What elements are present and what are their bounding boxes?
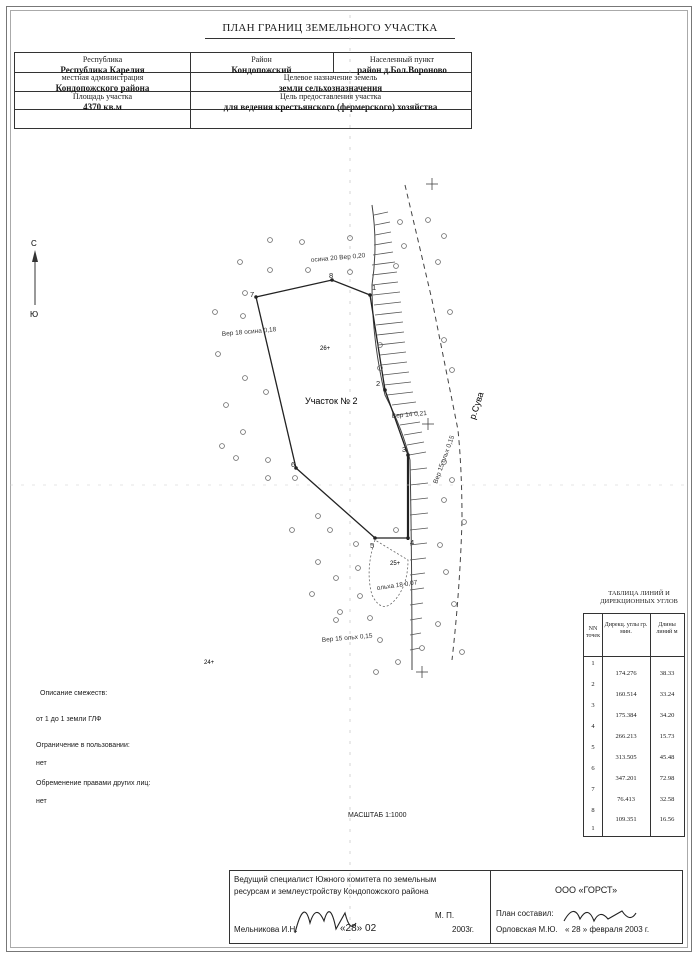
parcel-boundary — [256, 280, 408, 538]
length-cell: 33.24 — [659, 691, 675, 698]
tree-symbols — [213, 218, 467, 675]
point-number-cell: 7 — [591, 786, 595, 793]
river-bank-east — [405, 185, 462, 660]
point-number-cell: 3 — [591, 702, 595, 709]
republic-label: Республика — [82, 55, 123, 64]
admin-label: местная администрация — [61, 73, 144, 82]
column-header: Длины линий м — [656, 622, 678, 635]
angle-cell: 174.276 — [615, 670, 637, 677]
restriction-value: нет — [36, 760, 47, 767]
lines-table — [583, 613, 685, 837]
south-label: Ю — [30, 310, 39, 319]
area-label: Площадь участка — [72, 92, 133, 101]
stamp-label: М. П. — [435, 911, 455, 920]
point-number: 3 — [402, 445, 407, 454]
north-label: С — [31, 239, 37, 248]
north-arrow-icon — [32, 250, 38, 305]
purpose-value: земли сельхозназначения — [278, 83, 383, 93]
encumbrance-value: нет — [36, 798, 47, 805]
angle-cell: 160.514 — [615, 691, 637, 698]
river-bank-west — [372, 205, 415, 670]
vegetation-note: Вер 15 ольх 0,15 — [321, 632, 373, 644]
republic-value: Республика Карелия — [60, 65, 145, 75]
vegetation-note: ольха 18 0,07 — [376, 579, 418, 592]
specialist-title-2: ресурсам и землеустройству Кондопожского района — [234, 887, 429, 896]
specialist-title: Ведущий специалист Южного комитета по земельным — [234, 875, 437, 884]
point-number: 7 — [250, 290, 255, 299]
point-number-cell: 5 — [591, 744, 595, 751]
use-value: для ведения крестьянского (фермерского) хозяйства — [223, 102, 438, 112]
organization-name: ООО «ГОРСТ» — [555, 885, 618, 895]
composer-name: Орловская М.Ю. — [496, 925, 558, 934]
lines-table-title: ТАБЛИЦА ЛИНИЙ И ДИРЕКЦИОННЫХ УГЛОВ — [600, 590, 678, 605]
length-cell: 38.33 — [659, 670, 675, 677]
length-cell: 15.73 — [659, 733, 675, 740]
settlement-value: район д.Бол.Вороново — [357, 65, 447, 75]
purpose-label: Целевое назначение земель — [283, 73, 378, 82]
restriction-label: Ограничение в пользовании: — [36, 742, 130, 749]
point-number-cell: 1 — [591, 825, 595, 832]
point-number-cell: 8 — [591, 807, 595, 814]
specialist-year: 2003г. — [452, 925, 474, 934]
point-number: 5 — [370, 541, 375, 550]
length-cell: 34.20 — [659, 712, 675, 719]
specialist-signature — [290, 893, 360, 941]
angle-cell: 175.384 — [615, 712, 637, 719]
point-number: 8 — [329, 271, 334, 280]
angle-cell: 266.213 — [615, 733, 637, 740]
district-label: Район — [251, 55, 272, 64]
settlement-label: Населенный пункт — [369, 55, 435, 64]
elevation-mark: 24+ — [204, 660, 215, 666]
point-number-cell: 2 — [591, 681, 595, 688]
vegetation-note: Вер 18 осина 0,18 — [221, 326, 277, 338]
footer-divider — [490, 871, 491, 943]
point-number: 2 — [376, 379, 381, 388]
length-cell: 72.98 — [659, 775, 675, 782]
column-header: NN точек — [586, 626, 600, 639]
length-cell: 32.58 — [659, 796, 675, 803]
length-cell: 45.48 — [659, 754, 675, 761]
adjacency-label: Описание смежеств: — [40, 690, 108, 697]
angle-cell: 347.201 — [615, 775, 637, 782]
point-number: 4 — [410, 538, 415, 547]
angle-cell: 76.413 — [617, 796, 635, 803]
elevation-mark: 25+ — [390, 561, 401, 567]
column-header: Дирекц. углы гр. мин. — [604, 622, 648, 635]
specialist-date: «28» 02 — [340, 923, 377, 934]
specialist-name: Мельникова И.Н. — [234, 925, 298, 934]
area-value: 4370 кв.м — [83, 102, 122, 112]
adjacency-value: от 1 до 1 земли ГЛФ — [36, 716, 102, 723]
point-number-cell: 1 — [591, 660, 595, 667]
encumbrance-label: Обременение правами других лиц: — [36, 780, 151, 787]
point-number-cell: 4 — [591, 723, 595, 730]
composer-signature — [560, 901, 640, 929]
vegetation-note: Вер 15 ольх 0,15 — [432, 434, 457, 485]
angle-cell: 313.505 — [615, 754, 637, 761]
vegetation-note: Вер 14 0,21 — [391, 409, 428, 420]
scale-label: МАСШТАБ 1:1000 — [348, 812, 407, 819]
parcel-label: Участок № 2 — [305, 396, 358, 406]
elevation-mark: 26+ — [320, 346, 331, 352]
point-number: 1 — [372, 283, 377, 292]
point-number: 6 — [291, 460, 296, 469]
forest-outline — [369, 540, 408, 606]
page-title: ПЛАН ГРАНИЦ ЗЕМЕЛЬНОГО УЧАСТКА — [222, 22, 438, 34]
angle-cell: 109.351 — [615, 816, 637, 823]
composer-date: « 28 » февраля 2003 г. — [565, 925, 650, 934]
composed-label: План составил: — [496, 909, 554, 918]
vegetation-note: осина 20 Вер 0,20 — [310, 252, 366, 264]
river-label: р.Сува — [467, 390, 486, 421]
point-number-cell: 6 — [591, 765, 595, 772]
use-label: Цель предоставления участка — [279, 92, 382, 101]
signature-block — [229, 870, 683, 944]
admin-value: Кондопожского района — [55, 83, 150, 93]
grid-cross-icon — [416, 178, 438, 678]
length-cell: 16.56 — [659, 816, 675, 823]
district-value: Кондопожский — [231, 65, 292, 75]
